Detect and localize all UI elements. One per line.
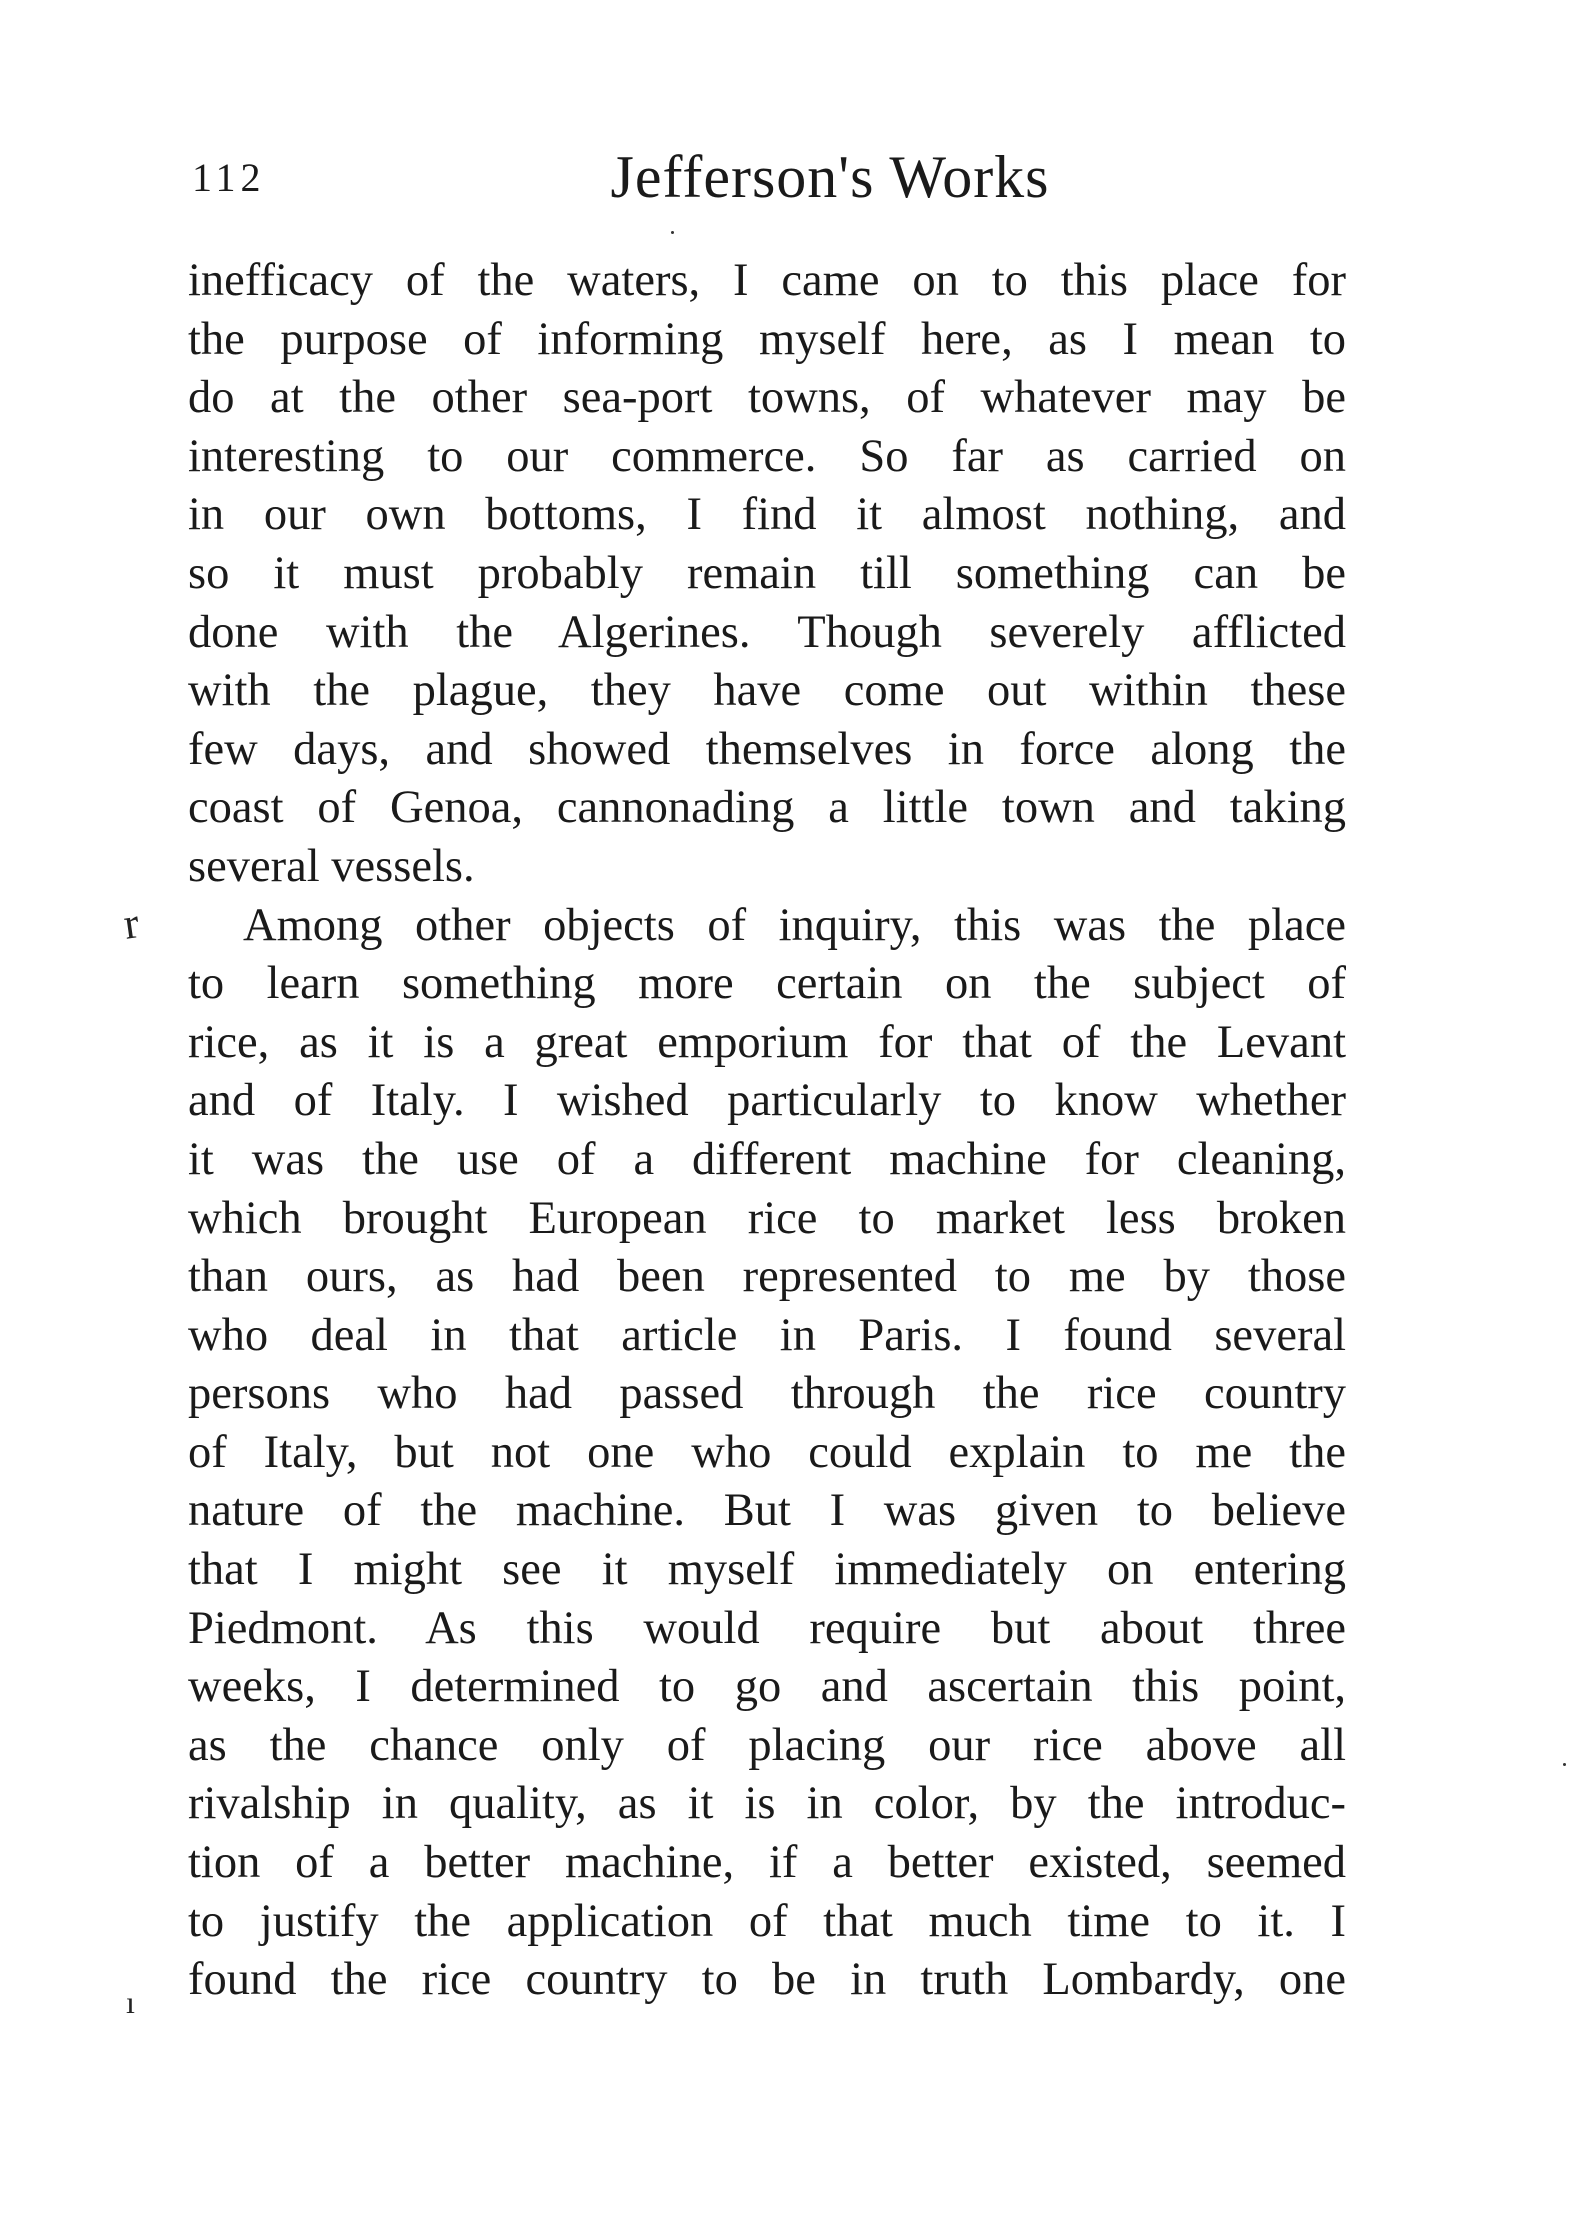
- text-line: nature of the machine. But I was given to believe: [188, 1485, 1346, 1537]
- text-line: to justify the application of that much time to it. I: [188, 1895, 1346, 1947]
- text-line: than ours, as had been represented to me by those: [188, 1251, 1346, 1303]
- text-line: interesting to our commerce. So far as carried on: [188, 430, 1346, 482]
- text-line: which brought European rice to market less broken: [188, 1192, 1346, 1244]
- text-line: do at the other sea-port towns, of whatever may be: [188, 372, 1346, 424]
- text-line: in our own bottoms, I find it almost nothing, and: [188, 489, 1346, 541]
- text-line: done with the Algerines. Though severely afflicted: [188, 606, 1346, 658]
- text-line: rice, as it is a great emporium for that of the Levant: [188, 1016, 1346, 1068]
- text-line: of Italy, but not one who could explain to me the: [188, 1426, 1346, 1478]
- print-speck: [671, 231, 674, 234]
- text-line: rivalship in quality, as it is in color, by the introduc-: [188, 1778, 1346, 1830]
- running-title: Jefferson's Works: [610, 144, 1050, 210]
- text-line: to learn something more certain on the subject of: [188, 958, 1346, 1010]
- margin-mark-bottom: ı: [126, 1984, 135, 2020]
- text-line: and of Italy. I wished particularly to know whether: [188, 1075, 1346, 1127]
- print-speck: [1563, 1763, 1566, 1766]
- text-line: inefficacy of the waters, I came on to this place for: [188, 255, 1346, 306]
- text-line: weeks, I determined to go and ascertain this point,: [188, 1661, 1346, 1713]
- paragraph: [188, 897, 1346, 2010]
- text-line: several vessels.: [188, 840, 475, 892]
- paragraph: [188, 252, 1346, 897]
- text-line: tion of a better machine, if a better existed, seemed: [188, 1837, 1346, 1889]
- text-line: so it must probably remain till something can be: [188, 547, 1346, 599]
- body-text: [188, 252, 1346, 2010]
- margin-mark-paragraph: r: [120, 898, 142, 949]
- text-line: few days, and showed themselves in force along the: [188, 723, 1346, 775]
- text-line: Among other objects of inquiry, this was the place: [243, 899, 1346, 951]
- text-line: the purpose of informing myself here, as I mean to: [188, 313, 1346, 365]
- text-line: with the plague, they have come out within these: [188, 665, 1346, 717]
- text-line: it was the use of a different machine for cleaning,: [188, 1133, 1346, 1185]
- text-line: as the chance only of placing our rice above all: [188, 1719, 1346, 1771]
- text-line: that I might see it myself immediately on entering: [188, 1544, 1346, 1596]
- text-line: Piedmont. As this would require but about three: [188, 1602, 1346, 1654]
- text-line: coast of Genoa, cannonading a little town and taking: [188, 782, 1346, 834]
- page-number: 112: [192, 155, 266, 200]
- text-line: found the rice country to be in truth Lombardy, one: [188, 1954, 1346, 2006]
- text-line: persons who had passed through the rice country: [188, 1368, 1346, 1420]
- text-line: who deal in that article in Paris. I found several: [188, 1309, 1346, 1361]
